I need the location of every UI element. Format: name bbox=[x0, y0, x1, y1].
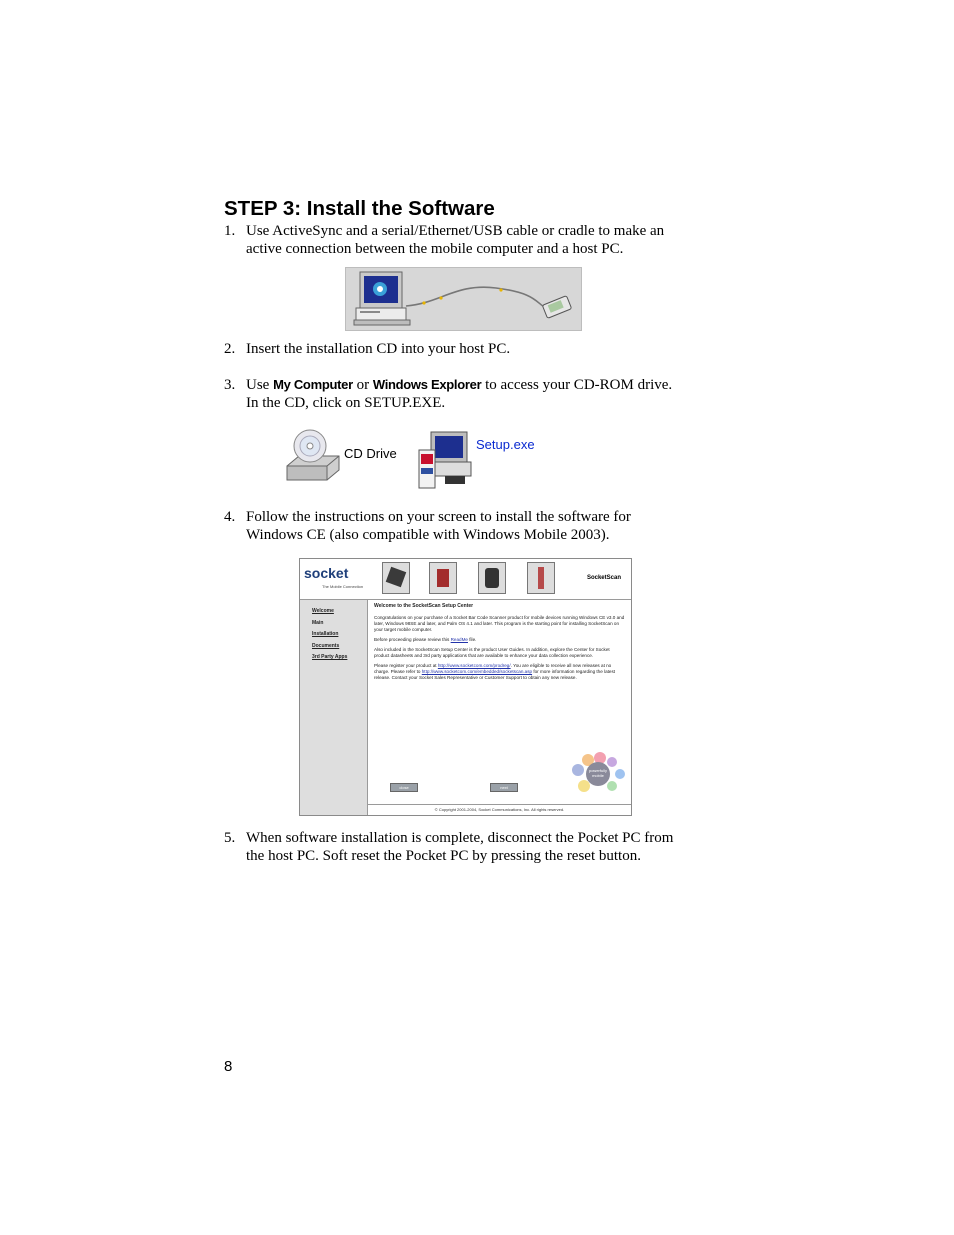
step-text-line: Windows CE (also compatible with Windows Mobile 2003). bbox=[246, 527, 610, 543]
paragraph-text: for more information regarding the latest release. Contact your Socket Sales Representative or Customer Support to obtain any new release. bbox=[374, 669, 616, 680]
step-number: 1. bbox=[224, 223, 236, 239]
step-text-fragment: to access your CD-ROM drive. bbox=[481, 377, 673, 393]
step-5 bbox=[224, 829, 704, 865]
step-text-line: In the CD, click on SETUP.EXE. bbox=[246, 395, 446, 411]
paragraph-text: Please register your product at bbox=[374, 663, 438, 668]
user-guides-paragraph: Also included in the SocketScan Setup Center is the product User Guides. In addition, explore the Center for Socket product datasheets and 3rd party applications that are available to enhance your data collection experience. bbox=[374, 647, 610, 658]
section-heading: STEP 3: Install the Software bbox=[224, 197, 495, 220]
paragraph-text: Before proceeding please review this bbox=[374, 637, 451, 642]
step-text-fragment: or bbox=[352, 377, 373, 393]
page-number: 8 bbox=[224, 1058, 233, 1075]
nav-3rd-party-apps[interactable]: 3rd Party Apps bbox=[312, 654, 348, 660]
paragraph-text: file. bbox=[467, 637, 477, 642]
scanner-card-icon bbox=[382, 562, 410, 594]
step-4 bbox=[224, 508, 704, 544]
step-3 bbox=[224, 376, 704, 412]
step-text-line: active connection between the mobile computer and a host PC. bbox=[246, 241, 624, 257]
nav-welcome[interactable]: Welcome bbox=[312, 608, 334, 614]
setup-center-sidebar bbox=[300, 600, 368, 815]
embedded-link[interactable]: http://www.socketcom.com/embedded/socketscan.asp bbox=[421, 669, 533, 674]
next-button[interactable]: next bbox=[490, 783, 518, 792]
step-number: 5. bbox=[224, 830, 236, 846]
setup-center-title: Welcome to the SocketScan Setup Center bbox=[374, 603, 474, 609]
setup-center-content bbox=[374, 603, 626, 685]
setup-exe-label: Setup.exe bbox=[476, 437, 535, 452]
readme-paragraph bbox=[374, 637, 626, 643]
step-2 bbox=[224, 340, 704, 358]
step-text-fragment: Use bbox=[246, 377, 274, 393]
step-number: 4. bbox=[224, 509, 236, 525]
scanner-wand-icon bbox=[527, 562, 555, 594]
step-1 bbox=[224, 222, 704, 258]
step-text-line: Follow the instructions on your screen to install the software for bbox=[246, 509, 631, 525]
register-paragraph bbox=[374, 663, 626, 681]
close-button[interactable]: close bbox=[390, 783, 418, 792]
copyright-footer: © Copyright 2001-2004, Socket Communications, Inc. All rights reserved. bbox=[368, 804, 631, 815]
step-number: 2. bbox=[224, 341, 236, 357]
activesync-connection-figure bbox=[345, 267, 582, 331]
ui-term-windows-explorer: Windows Explorer bbox=[372, 377, 482, 392]
step-text: Insert the installation CD into your host PC. bbox=[246, 341, 511, 357]
step-text-line: When software installation is complete, disconnect the Pocket PC from bbox=[246, 830, 674, 846]
step-number: 3. bbox=[224, 377, 236, 393]
powerfully-mobile-badge: powerfully mobile bbox=[588, 768, 607, 778]
scanner-cf-icon bbox=[429, 562, 457, 594]
readme-link[interactable]: ReadMe bbox=[450, 637, 468, 642]
setup-program-icon bbox=[415, 424, 475, 492]
socketscan-brand: SocketScan bbox=[586, 575, 621, 581]
scanner-handheld-icon bbox=[478, 562, 506, 594]
cd-drive-label: CD Drive bbox=[344, 446, 397, 461]
setup-center-header bbox=[300, 559, 631, 600]
socket-tagline: The Mobile Connection bbox=[322, 584, 364, 589]
nav-installation[interactable]: Installation bbox=[312, 631, 339, 637]
cd-drive-icon bbox=[283, 426, 343, 490]
nav-main[interactable]: Main bbox=[312, 620, 324, 626]
pc-to-handheld-illustration bbox=[346, 268, 581, 330]
nav-documents[interactable]: Documents bbox=[312, 643, 340, 649]
paragraph-text: . You are eligible to receive all new releases at no charge. Please refer to bbox=[374, 663, 612, 674]
cd-setup-figure bbox=[283, 424, 543, 492]
socketscan-setup-center-screenshot bbox=[299, 558, 632, 816]
ui-term-my-computer: My Computer bbox=[273, 377, 353, 392]
step-text-line: the host PC. Soft reset the Pocket PC by pressing the reset button. bbox=[246, 848, 641, 864]
registration-link[interactable]: http://www.socketcom.com/prodreg/ bbox=[437, 663, 511, 668]
welcome-paragraph: Congratulations on your purchase of a Socket Bar Code Scanner product for mobile devices running Windows CE v3.0 and later, Windows 98SE and later, and Palm OS 4.1 and later. This program is the starting point for installing SocketScan on your target mobile computer. bbox=[374, 615, 625, 632]
step-text-line: Use ActiveSync and a serial/Ethernet/USB cable or cradle to make an bbox=[246, 223, 665, 239]
socket-logo: socket bbox=[304, 565, 349, 581]
step-text-line bbox=[246, 376, 704, 394]
